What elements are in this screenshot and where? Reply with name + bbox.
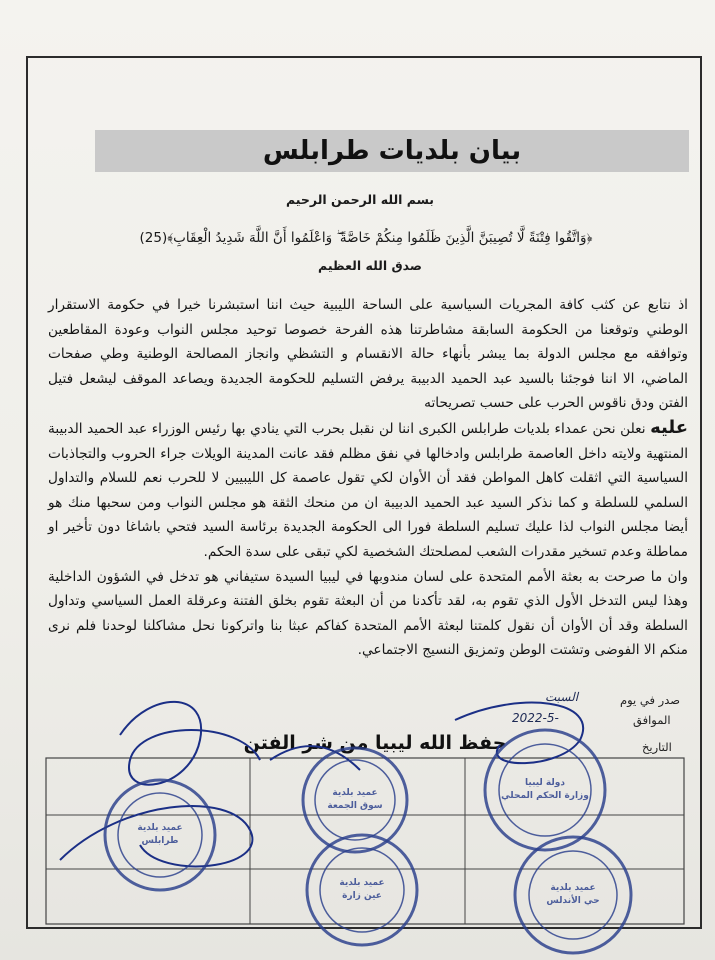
issued-label: صدر في يوم — [620, 693, 681, 707]
corresponding-date: 2022-5- — [512, 711, 559, 725]
stamp-3-line-1: دولة ليبيا — [525, 778, 565, 788]
stamp-1-line-1: عميد بلدية — [137, 823, 183, 833]
basmala: بسم الله الرحمن الرحيم — [286, 192, 434, 207]
quran-verse: ﴿وَاتَّقُوا فِتْنَةً لَّا تُصِيبَنَّ الَّذِينَ ظَلَمُوا مِنكُمْ خَاصَّةً ۖ وَاعْلَمُوا أَنَّ اللَّهَ شَدِيدُ الْعِقَابِ﴾(25) — [139, 230, 593, 246]
declaration-text: نعلن نحن عمداء بلديات طرابلس الكبرى اننا لن نقبل بحرب التي ينادي بها رئيس الوزراء عبد الحميد الدبيبة المنتهية ولايته داخل العاصمة طرابلس وادخالها في نفق مظلم فقد عانت المدينة الويلات جراء الحروب والتجاذبات السياسية التي اثقلت كاهل المواطن فقد أن الأوان لكي تقول عاصمة كل الليبيين لا للحرب نعم للسلام والتداول السلمي للسلطة و كما نذكر السيد عبد الحميد الدبيبة ان من منحك الثقة هو مجلس النواب ومن سحبها منك هو أيضا مجلس النواب لذا عليك تسليم السلطة فورا الى الحكومة الجديدة برئاسة السيد فتحي باشاغا دون تأخير او مماطلة وعدم تسخير مقدرات الشعب لمصلحتك الشخصية لكي تبقى على سدة الحكم. — [48, 420, 688, 560]
corresponding-label: الموافق — [633, 713, 671, 727]
signatures-grid-lines — [45, 757, 685, 925]
issued-day: السبت — [545, 690, 579, 704]
stamp-2-line-1: عميد بلدية — [332, 788, 378, 798]
paragraph-declaration — [48, 416, 688, 565]
stamp-5-line-1: عميد بلدية — [550, 883, 596, 893]
paragraph-intro: اذ نتابع عن كثب كافة المجريات السياسية على الساحة الليبية حيث اننا استبشرنا خيرا في حكومة الاستقرار الوطني وتوقعنا من الحكومة السابقة مشاطرتنا هذه الفرحة خصوصا توحيد مجلس النواب وعودة المقاطعين وتوافقه مع مجلس الدولة بما يبشر بأنهاء حالة الانقسام و التشظي وانجاز المصالحة الوطنية وطي صفحات الماضي، الا اننا فوجئنا بالسيد عبد الحميد الدبيبة يرفض التسليم للحكومة الجديدة ويصاعد الموقف ليشعل فتيل الفتن ودق ناقوس الحرب على حسب تصريحاته — [48, 297, 688, 412]
paragraph-un-mission: وان ما صرحت به بعثة الأمم المتحدة على لسان مندوبها في ليبيا السيدة ستيفاني هو تدخل في الشؤون الداخلية وهذا ليس التدخل الأول الذي تقوم به، لقد تأكدنا من أن البعثة تقوم بخلق الفتنة وعرقلة العمل السياسي وتداول السلطة وقد أن الأوان أن نقول كلمتنا لبعثة الأمم المتحدة كفاكم عبثا بنا واتركونا نحل مشاكلنا لوحدنا فلم نرى منكم الا الفوضى وتشتت الوطن وتمزيق النسيج الاجتماعي. — [48, 568, 688, 659]
declaration-lead: عليه — [650, 416, 688, 438]
stamp-5-line-2: حي الأندلس — [546, 896, 600, 906]
document-title: بيان بلديات طرابلس — [262, 136, 522, 166]
signatures-table — [45, 757, 685, 925]
stamp-4-line-1: عميد بلدية — [339, 878, 385, 888]
date-label: التاريخ — [642, 740, 672, 754]
stamp-3-line-2: وزارة الحكم المحلي — [501, 791, 589, 801]
statement-body — [48, 293, 688, 663]
stamp-2-line-2: سوق الجمعة — [327, 801, 383, 811]
closing-prayer: حفظ الله ليبيا من شر الفتن — [243, 732, 507, 754]
stamp-4-line-2: عين زارة — [342, 891, 382, 901]
sadaq-line: صدق الله العظيم — [318, 258, 422, 273]
stamp-1-line-2: طرابلس — [141, 836, 179, 846]
